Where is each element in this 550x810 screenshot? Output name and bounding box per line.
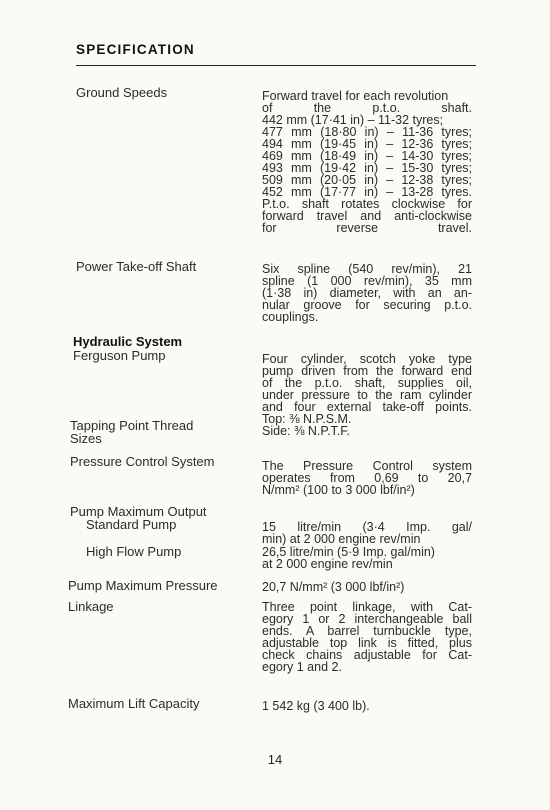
spec-line: ends. A barrel turnbuckle type, (262, 624, 472, 638)
spec-line: Three point linkage, with Cat- (262, 600, 472, 614)
spec-line: (1·38 in) diameter, with an an- (262, 286, 472, 300)
ground-speeds-value (262, 90, 472, 234)
spec-line: at 2 000 engine rev/min (262, 557, 393, 571)
pump-max-pressure-value: 20,7 N/mm² (3 000 lbf/in²) (262, 580, 405, 594)
spec-line: of the p.t.o. shaft, supplies oil, (262, 376, 472, 390)
spec-line: couplings. (262, 310, 319, 324)
spec-line: Forward travel for each revolution (262, 89, 449, 103)
spec-line: 442 mm (17·41 in) – 11-32 tyres; (262, 113, 444, 127)
pto-shaft-label: Power Take-off Shaft (76, 259, 197, 274)
spec-line: of the p.t.o. shaft. (262, 101, 472, 115)
spec-line: 477 mm (18·80 in) – 11-36 tyres; (262, 125, 472, 139)
spec-line: N/mm² (100 to 3 000 lbf/in²) (262, 483, 415, 497)
ferguson-pump-label: Ferguson Pump (73, 348, 166, 363)
spec-line: forward travel and anti-clockwise (262, 209, 472, 223)
hydraulic-section-title: Hydraulic System (73, 334, 183, 349)
page-heading: SPECIFICATION (76, 42, 195, 57)
linkage-label: Linkage (68, 599, 114, 614)
spec-line: The Pressure Control system (262, 459, 472, 473)
ferguson-pump-value (262, 353, 472, 437)
pto-shaft-value (262, 263, 472, 323)
spec-line: operates from 0,69 to 20,7 (262, 471, 472, 485)
spec-line: for reverse travel. (262, 221, 472, 235)
spec-line: adjustable top link is fitted, plus (262, 636, 472, 650)
page-number: 14 (267, 752, 283, 767)
standard-pump-value (262, 521, 472, 545)
max-lift-value: 1 542 kg (3 400 lb). (262, 699, 370, 713)
spec-line: 493 mm (19·42 in) – 15-30 tyres; (262, 161, 472, 175)
spec-line: 494 mm (19·45 in) – 12-36 tyres; (262, 137, 472, 151)
heading-rule (76, 65, 476, 66)
spec-line: nular groove for securing p.t.o. (262, 298, 472, 312)
spec-line: Four cylinder, scotch yoke type (262, 352, 472, 366)
spec-line: Six spline (540 rev/min), 21 (262, 262, 472, 276)
spec-line: 15 litre/min (3·4 Imp. gal/ (262, 520, 472, 534)
spec-line: egory 1 or 2 interchangeable ball (262, 612, 472, 626)
pressure-control-label: Pressure Control System (70, 454, 215, 469)
max-lift-label: Maximum Lift Capacity (68, 696, 200, 711)
tapping-point-label-line1: Tapping Point Thread (70, 418, 194, 433)
spec-line: spline (1 000 rev/min), 35 mm (262, 274, 472, 288)
spec-line: 509 mm (20·05 in) – 12-38 tyres; (262, 173, 472, 187)
spec-line: egory 1 and 2. (262, 660, 342, 674)
spec-line: 452 mm (17·77 in) – 13-28 tyres. (262, 185, 472, 199)
spec-line: 469 mm (18·49 in) – 14-30 tyres; (262, 149, 472, 163)
standard-pump-label: Standard Pump (86, 517, 177, 532)
spec-line: pump driven from the forward end (262, 364, 472, 378)
linkage-value (262, 601, 472, 673)
spec-line: under pressure to the ram cylinder (262, 388, 472, 402)
spec-line: and four external take-off points. (262, 400, 472, 414)
ground-speeds-label: Ground Speeds (76, 85, 168, 100)
spec-line: P.t.o. shaft rotates clockwise for (262, 197, 472, 211)
spec-line: 26,5 litre/min (5·9 Imp. gal/min) (262, 545, 435, 559)
pressure-control-value (262, 460, 472, 496)
spec-line: Top: ⅜ N.P.S.M. (262, 412, 352, 426)
pump-max-output-label: Pump Maximum Output (70, 504, 207, 519)
high-flow-pump-value (262, 546, 472, 570)
tapping-point-label-line2: Sizes (70, 431, 102, 446)
spec-line: check chains adjustable for Cat- (262, 648, 472, 662)
spec-line: Side: ⅜ N.P.T.F. (262, 424, 351, 438)
high-flow-pump-label: High Flow Pump (86, 544, 182, 559)
spec-line: min) at 2 000 engine rev/min (262, 532, 421, 546)
pump-max-pressure-label: Pump Maximum Pressure (68, 578, 218, 593)
